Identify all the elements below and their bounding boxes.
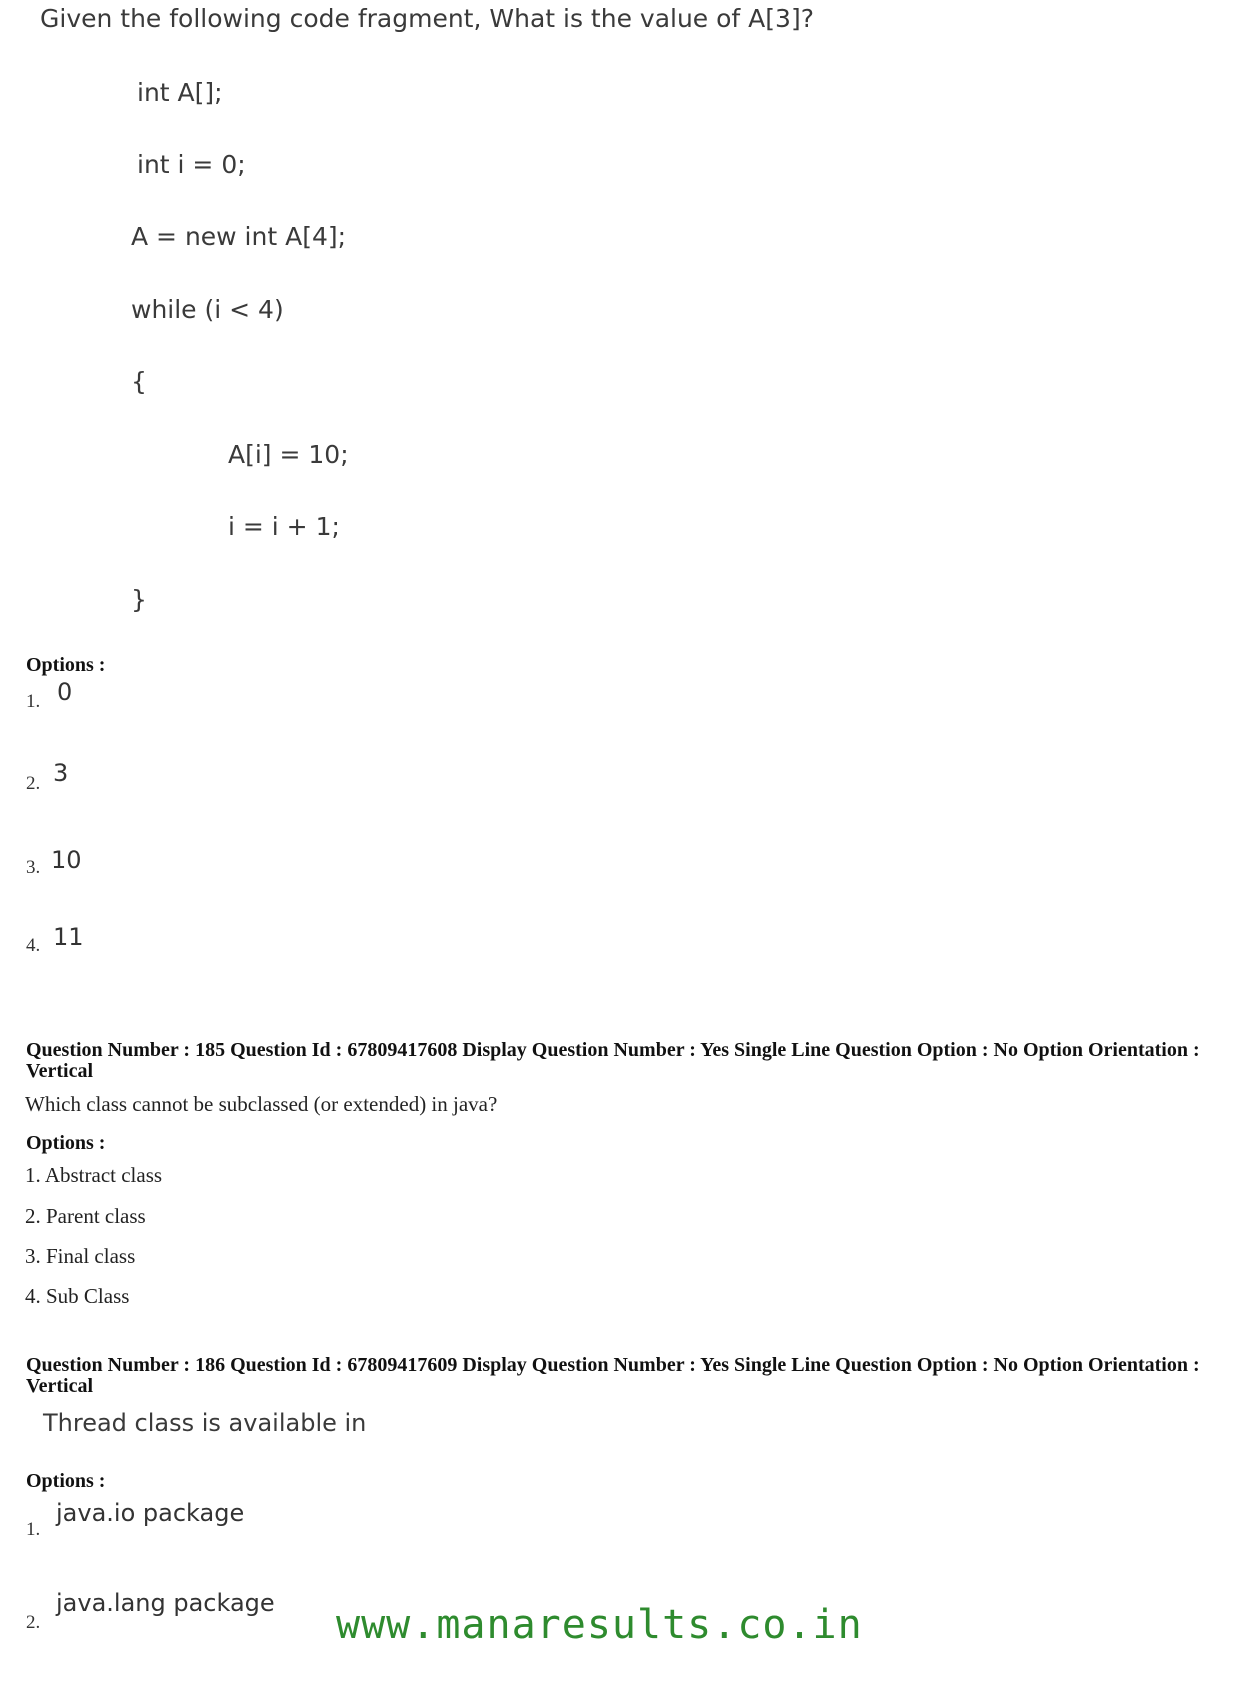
options-label-185: Options : <box>26 1132 106 1154</box>
code-line-5: { <box>131 367 147 396</box>
option-186-2-number: 2. <box>26 1612 41 1633</box>
option-184-1-value[interactable]: 0 <box>57 678 73 706</box>
option-184-4-value[interactable]: 11 <box>53 923 84 951</box>
option-184-2-number: 2. <box>26 773 41 794</box>
options-label-186: Options : <box>26 1470 106 1492</box>
question-186-text: Thread class is available in <box>43 1409 367 1437</box>
code-line-6: A[i] = 10; <box>228 440 349 469</box>
question-185-text: Which class cannot be subclassed (or extended) in java? <box>25 1092 498 1116</box>
question-186-meta: Question Number : 186 Question Id : 67809417609 Display Question Number : Yes Single Line Question Option : No Option Orientation : Vertical <box>26 1354 1200 1397</box>
option-184-2-value[interactable]: 3 <box>53 759 69 787</box>
code-line-1: int A[]; <box>137 78 223 107</box>
code-line-4: while (i < 4) <box>131 295 284 324</box>
question-184-text: Given the following code fragment, What is the value of A[3]? <box>40 4 814 33</box>
option-185-1[interactable]: 1. Abstract class <box>25 1163 163 1187</box>
option-186-1-number: 1. <box>26 1519 41 1540</box>
code-line-2: int i = 0; <box>137 150 246 179</box>
option-186-1-value[interactable]: java.io package <box>56 1499 245 1527</box>
options-label-184: Options : <box>26 654 106 676</box>
watermark-text: www.manaresults.co.in <box>336 1602 863 1648</box>
option-185-2[interactable]: 2. Parent class <box>25 1204 146 1228</box>
code-line-8: } <box>131 585 147 614</box>
option-186-2-value[interactable]: java.lang package <box>56 1589 275 1617</box>
option-185-3[interactable]: 3. Final class <box>25 1244 136 1268</box>
option-184-4-number: 4. <box>26 935 41 956</box>
option-184-3-value[interactable]: 10 <box>51 846 82 874</box>
question-185-meta: Question Number : 185 Question Id : 67809417608 Display Question Number : Yes Single Line Question Option : No Option Orientation : Vertical <box>26 1039 1200 1082</box>
option-185-4[interactable]: 4. Sub Class <box>25 1284 130 1308</box>
code-line-7: i = i + 1; <box>228 512 340 541</box>
option-184-1-number: 1. <box>26 691 41 712</box>
code-line-3: A = new int A[4]; <box>131 222 347 251</box>
option-184-3-number: 3. <box>26 857 41 878</box>
